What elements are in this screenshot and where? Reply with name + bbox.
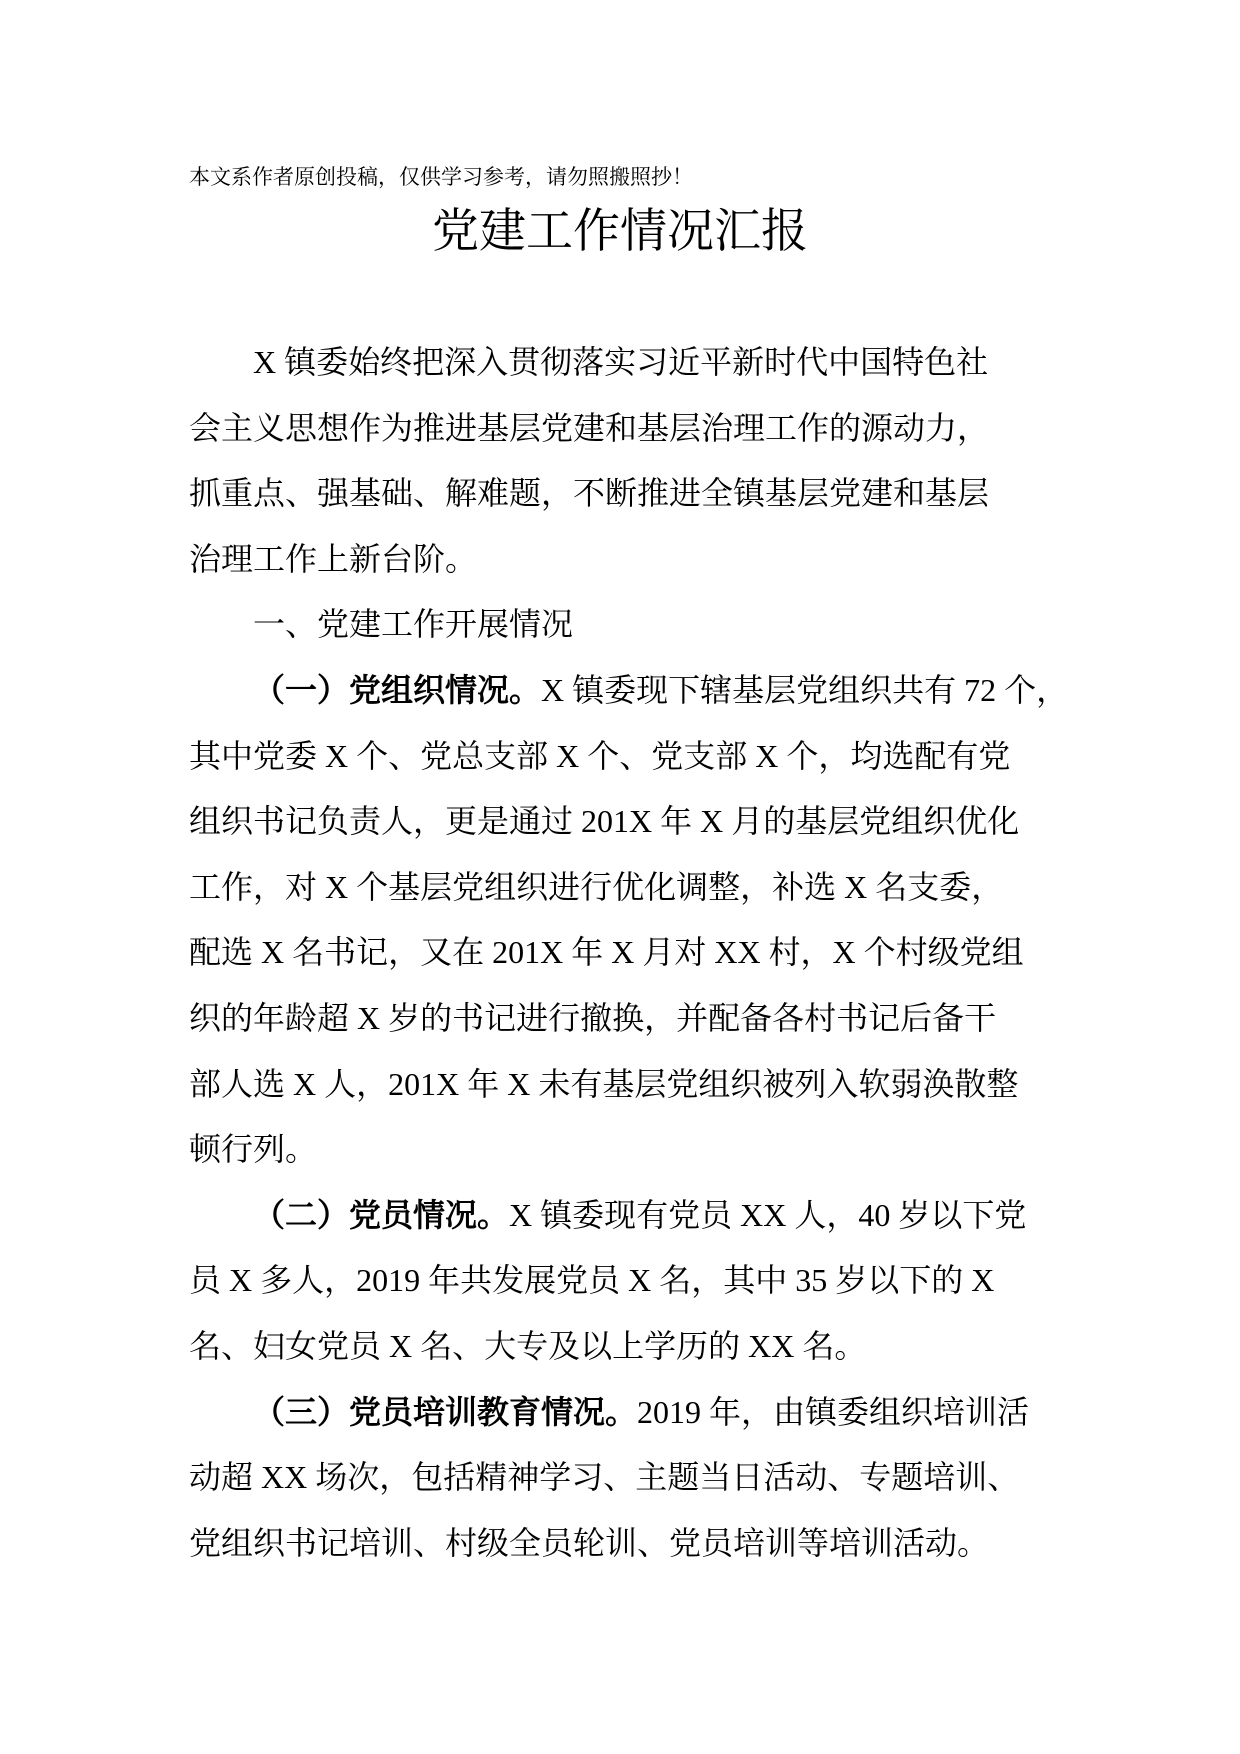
text-line bbox=[189, 1183, 1069, 1249]
subheading: （二）党员情况。 bbox=[253, 1196, 510, 1233]
text-span: 2019 年，由镇委组织培训活 bbox=[637, 1393, 1030, 1430]
text-line: 配选 X 名书记，又在 201X 年 X 月对 XX 村，X 个村级党组 bbox=[189, 934, 1024, 971]
subheading: （一）党组织情况。 bbox=[253, 671, 542, 708]
copyright-note: 本文系作者原创投稿，仅供学习参考，请勿照搬照抄！ bbox=[189, 166, 693, 189]
paragraph-training bbox=[189, 1380, 1069, 1577]
subheading: （三）党员培训教育情况。 bbox=[253, 1393, 638, 1430]
document-body bbox=[189, 330, 1069, 1576]
text-line: 顿行列。 bbox=[189, 1131, 318, 1168]
text-line: X 镇委始终把深入贯彻落实习近平新时代中国特色社 bbox=[253, 344, 989, 380]
text-line: 动超 XX 场次，包括精神学习、主题当日活动、专题培训、 bbox=[189, 1459, 1020, 1496]
text-line: 抓重点、强基础、解难题，不断推进全镇基层党建和基层 bbox=[189, 475, 990, 512]
text-line bbox=[189, 1380, 1069, 1446]
text-line: 员 X 多人，2019 年共发展党员 X 名，其中 35 岁以下的 X bbox=[189, 1262, 995, 1299]
text-line: 工作，对 X 个基层党组织进行优化调整，补选 X 名支委， bbox=[189, 868, 1004, 905]
paragraph-party-members bbox=[189, 1183, 1069, 1380]
section-heading: 一、党建工作开展情况 bbox=[253, 606, 574, 643]
text-line bbox=[189, 658, 1069, 724]
text-span: X 镇委现有党员 XX 人，40 岁以下党 bbox=[509, 1196, 1027, 1233]
page-title: 党建工作情况汇报 bbox=[432, 204, 808, 257]
text-line: 党组织书记培训、村级全员轮训、党员培训等培训活动。 bbox=[189, 1524, 990, 1561]
text-line: 会主义思想作为推进基层党建和基层治理工作的源动力， bbox=[189, 409, 990, 446]
intro-paragraph bbox=[189, 330, 1069, 592]
paragraph-party-organization bbox=[189, 658, 1069, 1183]
text-line: 名、妇女党员 X 名、大专及以上学历的 XX 名。 bbox=[189, 1327, 867, 1364]
text-line: 治理工作上新台阶。 bbox=[189, 540, 478, 577]
text-line: 组织书记负责人，更是通过 201X 年 X 月的基层党组织优化 bbox=[189, 803, 1020, 840]
text-line: 部人选 X 人，201X 年 X 未有基层党组织被列入软弱涣散整 bbox=[189, 1065, 1019, 1102]
text-line: 其中党委 X 个、党总支部 X 个、党支部 X 个，均选配有党 bbox=[189, 737, 1011, 774]
text-span: X 镇委现下辖基层党组织共有 72 个， bbox=[541, 671, 1069, 708]
text-line: 织的年龄超 X 岁的书记进行撤换，并配备各村书记后备干 bbox=[189, 999, 997, 1036]
